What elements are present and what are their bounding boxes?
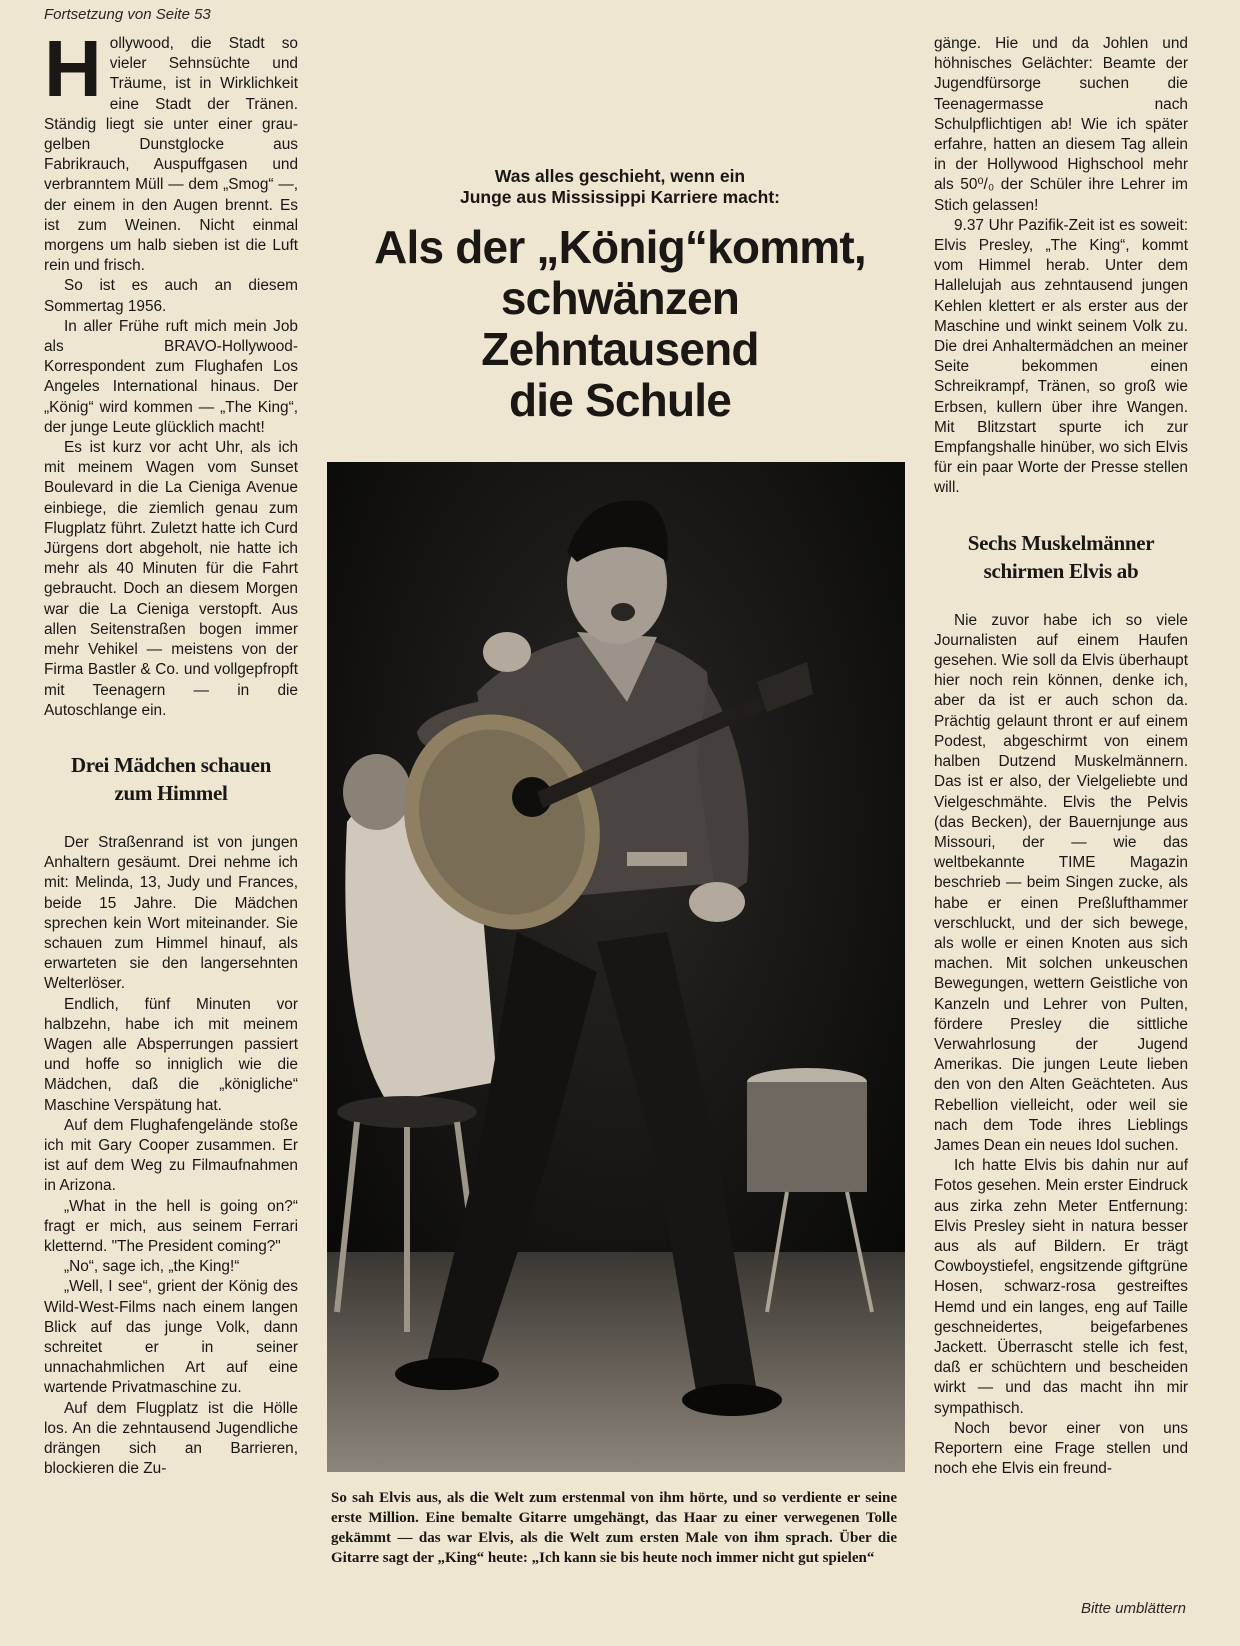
body-paragraph: Es ist kurz vor acht Uhr, als ich mit meinem Wagen vom Sunset Boulevard in die La Cieniga Avenue einbiege, die ziemlich genau zum Flugplatz führt. Zuletzt hatte ich Curd Jürgens dort abgeholt, nie hatte ich mehr als 40 Minuten für die Fahrt gebraucht. Doch an diesem Morgen war die La Cieniga verstopft. Aus allen Seitenstraßen bogen immer mehr Vehikel — meistens von der Firma Bastler & Co. und vollgepfropft mit Teenagern — in die Autoschlange ein. <box>44 439 298 719</box>
headline-line: die Schule <box>508 374 732 426</box>
continuation-note-bottom: Bitte umblättern <box>1080 1600 1186 1617</box>
body-paragraph: Auf dem Flugplatz ist die Hölle los. An die zehntausend Jugendliche drängen sich an Barrieren, blockieren die Zu- <box>44 1399 298 1478</box>
body-paragraph: Noch bevor einer von uns Reportern eine Frage stellen und noch ehe Elvis ein freund- <box>934 1419 1188 1478</box>
headline-line: Zehntausend <box>481 323 759 375</box>
body-paragraph: 9.37 Uhr Pazifik-Zeit ist es soweit: Elvis Presley, „The King“, kommt vom Himmel herab. Unter dem Hallelujah aus zehntausend jungen Kehlen klettert er als erster aus der Maschine und winkt seinem Volk zu. Die drei Anhaltermädchen an meiner Seite bekommen einen Schreikrampf, Tränen, so groß wie Erbsen, kullern über ihre Wangen. Mit Blitzstart spurte ich zur Empfangshalle hinüber, wo sich Elvis für ein paar Worte der Presse stellen will. <box>934 216 1188 497</box>
dropcap-letter: H <box>44 24 102 113</box>
body-paragraph: In aller Frühe ruft mich mein Job als BRAVO-Hollywood-Korrespondent zum Flughafen Los Angeles International hinaus. Der „König“ wird kommen — „The King“, der junge Leute glücklich macht! <box>44 317 298 436</box>
headline <box>330 222 910 426</box>
body-paragraph: Endlich, fünf Minuten vor halbzehn, habe ich mit meinem Wagen alle Absperrungen passiert und hoffe so inniglich wie die Mädchen, daß die „königliche“ Maschine Verspätung hat. <box>44 995 298 1114</box>
article-column-left <box>44 24 298 1479</box>
photo-caption: So sah Elvis aus, als die Welt zum erstenmal von ihm hörte, und so verdiente er seine erste Million. Eine bemalte Gitarre umgehängt, das Haar zu einer verwegenen Tolle gekämmt — das war Elvis, als die Welt zum ersten Male von ihm sprach. Über die Gitarre sagt der „King“ heute: „Ich kann sie bis heute noch immer nicht gut spielen“ <box>331 1490 897 1566</box>
subheading-line: Drei Mädchen schauen <box>70 752 272 777</box>
subheading-line: Sechs Muskelmänner <box>967 530 1155 555</box>
body-paragraph: Auf dem Flughafengelände stoße ich mit Gary Cooper zusammen. Er ist auf dem Weg zu Filmaufnahmen in Arizona. <box>44 1116 298 1195</box>
continuation-note-top: Fortsetzung von Seite 53 <box>44 6 211 23</box>
subheading-line: zum Himmel <box>114 780 228 805</box>
subheading-left <box>44 751 298 807</box>
kicker <box>330 166 910 208</box>
kicker-line: Was alles geschieht, wenn ein <box>494 166 746 186</box>
elvis-photo <box>327 462 905 1472</box>
subheading-right <box>934 529 1188 585</box>
photo-illustration <box>327 462 905 1472</box>
body-paragraph: Ich hatte Elvis bis dahin nur auf Fotos gesehen. Mein erster Eindruck aus zirka zehn Meter Entfernung: Elvis Presley sieht in natura besser aus als auf Bildern. Er trägt Cowboystiefel, engsitzende giftgrüne Hosen, schwarz-rosa gestreiftes Hemd und ein langes, eng auf Taille geschneidertes, beigefarbenes Jackett. Überrascht stelle ich fest, daß er schüchtern und bescheiden wirkt — und das macht ihn mir sympathisch. <box>934 1157 1188 1417</box>
body-text: ollywood, die Stadt so vieler Sehnsüchte und Träume, ist in Wirklichkeit eine Stadt der Tränen. Ständig liegt sie unter einer grau-gelben Dunstglocke aus Fabrikrauch, Auspuffgasen und verbranntem Müll — dem „Smog“ —, der einem in den Augen brennt. Es ist zum Weinen. Nicht einmal morgens um halb sieben ist die Luft rein und frisch. <box>44 35 298 275</box>
headline-line: schwänzen <box>500 272 740 324</box>
body-paragraph: „What in the hell is going on?“ fragt er mich, aus seinem Ferrari kletternd. "The President coming?" <box>44 1197 298 1255</box>
body-paragraph: Nie zuvor habe ich so viele Journalisten auf einem Haufen gesehen. Wie soll da Elvis überhaupt hier noch rein können, denke ich, aber da ist er auch schon da. Prächtig gelaunt thront er auf einem Podest, abgeschirmt von einem halben Dutzend Muskelmännern. Das ist er also, der Vielgeliebte und Vielgeschmähte. Elvis the Pelvis (das Becken), der Bauernjunge aus Missouri, der — wie das weltbekannte TIME Magazin beschrieb — beim Singen zucke, als habe er einen Preßlufthammer verschluckt, und der sich bewege, als wolle er einen Knoten aus sich machen. Mit solchen unkeuschen Bewegungen, wettern Geistliche von Kanzeln und Lehrer von Pulten, fördere Presley die sittliche Verwahrlosung der Jugend Amerikas. Die jungen Leute lieben den von den Alten Geächteten. Aus Rebellion vielleicht, oder weil sie nach dem Tode ihres Lieblings James Dean ein neues Idol suchen. <box>934 611 1188 1154</box>
body-paragraph: „No“, sage ich, „the King!“ <box>64 1258 240 1276</box>
body-paragraph: „Well, I see“, grient der König des Wild-West-Films nach einem langen Blick auf das junge Volk, dann schreitet er in seiner unnachahmlichen Art auf eine wartende Privatmaschine zu. <box>44 1278 298 1397</box>
article-column-right <box>934 34 1188 1479</box>
kicker-line: Junge aus Mississippi Karriere macht: <box>460 187 780 207</box>
headline-line: Als der „König“kommt, <box>374 221 866 273</box>
intro-paragraph <box>44 24 298 276</box>
body-paragraph: So ist es auch an diesem Sommertag 1956. <box>44 277 298 315</box>
subheading-line: schirmen Elvis ab <box>983 558 1139 583</box>
body-paragraph: Der Straßenrand ist von jungen Anhaltern gesäumt. Drei nehme ich mit: Melinda, 13, Judy und Frances, beide 15 Jahre. Die Mädchen sprechen kein Wort miteinander. Sie schauen zum Himmel hinauf, als erwarteten sie den langersehnten Welterlöser. <box>44 833 298 993</box>
body-paragraph: gänge. Hie und da Johlen und höhnisches Gelächter: Beamte der Jugendfürsorge suchen die Teenagermasse nach Schulpflichtigen ab! Wie ich später erfahre, hatten an diesem Tag allein in der Hollywood Highschool mehr als 50⁰/₀ der Schüler ihre Lehrer im Stich gelassen! <box>934 35 1188 214</box>
